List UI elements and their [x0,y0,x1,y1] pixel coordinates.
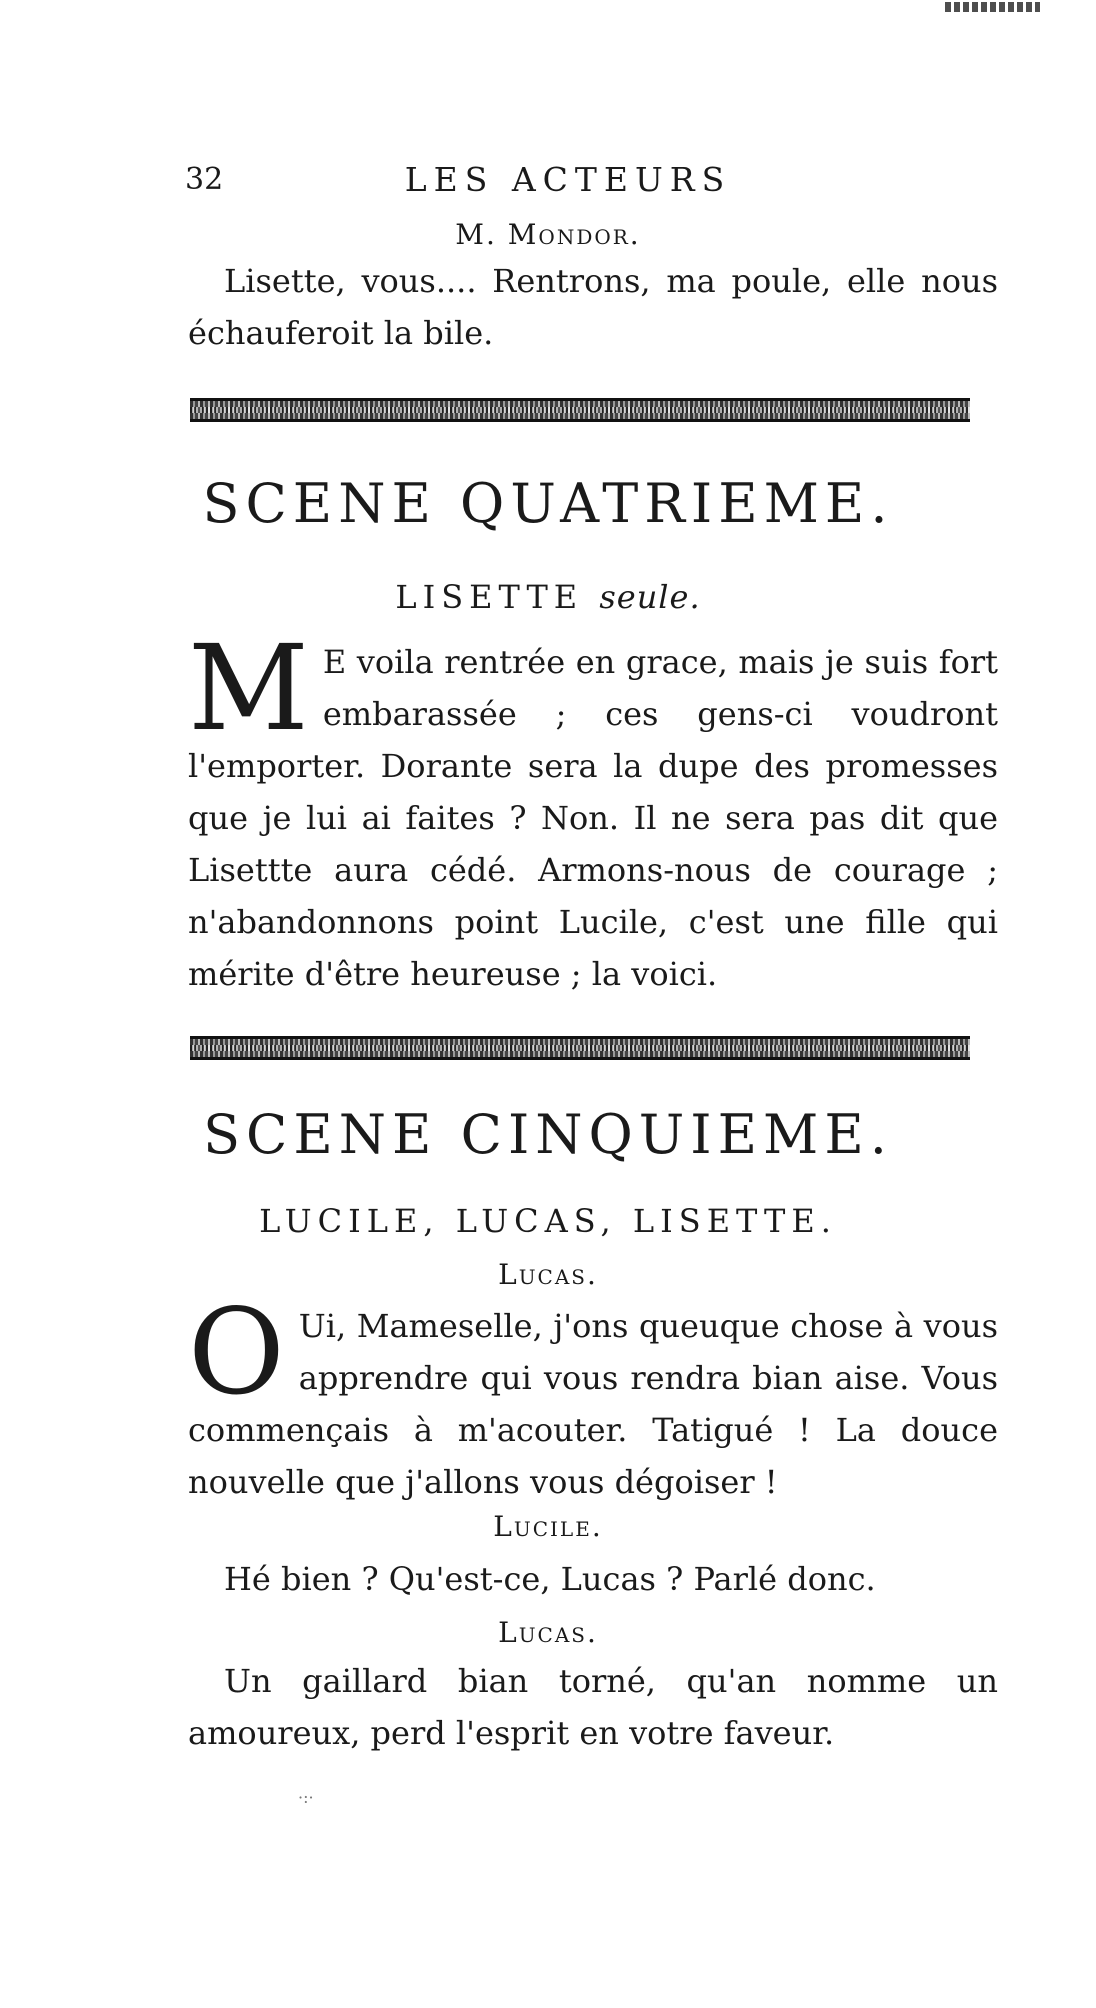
scene-five-cast: LUCILE, LUCAS, LISETTE. [259,1202,837,1240]
cast-note: seule. [599,578,701,616]
rule-pattern-2 [190,1045,970,1051]
scene-four-title: SCENE QUATRIEME. [202,472,894,535]
speech-lucas-1 [188,1283,998,1508]
print-smudge: ·:· [298,1788,314,1807]
speech-lucas-1-text: Ui, Mameselle, j'ons queuque chose à vous apprendre qui vous rendra bian aise. Vous commençais à m'acouter. Tatigué ! La douce nouvelle que j'allons vous dégoiser ! [188,1307,998,1501]
speaker-lucas-2: Lucas. [498,1616,598,1649]
running-head: LES ACTEURS [404,160,732,199]
dropcap-m: M [188,619,309,757]
monologue-lisette [188,619,998,1000]
speaker-lucile: Lucile. [493,1510,603,1543]
ornamental-rule [190,398,970,422]
ink-blot [945,2,1040,12]
speaker-mondor: M. Mondor. [455,218,641,251]
scene-four-cast [0,578,1096,616]
ornamental-rule-2 [190,1036,970,1060]
dropcap-o: O [188,1283,285,1421]
speech-mondor: Lisette, vous.... Rentrons, ma poule, elle nous échauferoit la bile. [188,262,998,352]
monologue-text: E voila rentrée en grace, mais je suis fort embarassée ; ces gens-ci voudront l'emporter. Dorante sera la dupe des promesses que je lui ai faites ? Non. Il ne sera pas dit que Lisettte aura cédé. Armons-nous de courage ; n'abandonnons point Lucile, c'est une fille qui mérite d'être heureuse ; la voici. [188,643,998,993]
scene-five-title: SCENE CINQUIEME. [203,1103,893,1166]
rule-pattern [190,407,970,413]
cast-lisette: LISETTE [395,578,584,616]
page-number: 32 [185,162,224,197]
speech-lucile: Hé bien ? Qu'est-ce, Lucas ? Parlé donc. [224,1560,876,1598]
speaker-lucas-1: Lucas. [498,1258,598,1291]
speech-lucas-2: Un gaillard bian torné, qu'an nomme un amoureux, perd l'esprit en votre faveur. [188,1662,998,1752]
